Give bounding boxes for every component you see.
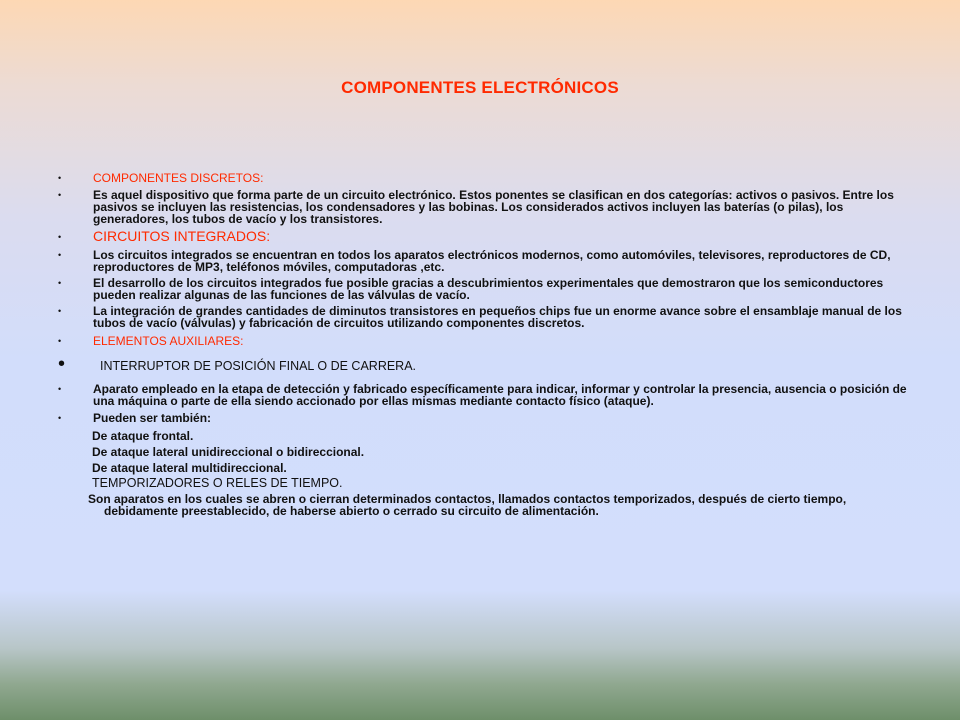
bullet-icon: •	[58, 250, 62, 260]
bullet-icon: •	[58, 173, 62, 183]
subheading-temporizadores: TEMPORIZADORES O RELES DE TIEMPO.	[92, 476, 343, 490]
list-item	[58, 335, 908, 347]
paragraph-integrados-2: El desarrollo de los circuitos integrados fue posible gracias a descubrimientos experimentales que demostraron que los semiconductores pueden realizar algunas de las funciones de las válvulas de vacío.	[93, 276, 884, 302]
paragraph-pueden: Pueden ser también:	[93, 411, 212, 425]
bullet-icon: •	[58, 278, 62, 288]
bullet-icon: •	[58, 413, 62, 423]
bullet-icon: •	[58, 336, 62, 346]
section-heading-integrados: CIRCUITOS INTEGRADOS:	[93, 228, 271, 244]
list-item	[58, 353, 908, 375]
sub-item-lateral-uni: De ataque lateral unidireccional o bidireccional.	[92, 445, 365, 459]
list-item	[58, 305, 908, 329]
bullet-icon: •	[58, 353, 66, 375]
bullet-icon: •	[58, 232, 62, 242]
paragraph-temporizadores: Son aparatos en los cuales se abren o cierran determinados contactos, llamados contactos temporizados, después de cierto tiempo, debidamente preestablecido, de haberse abierto o cerrado su circuito de alimentación.	[88, 492, 847, 518]
bullet-icon: •	[58, 384, 62, 394]
sub-item-frontal: De ataque frontal.	[92, 429, 194, 443]
sub-item-lateral-multi: De ataque lateral multidireccional.	[92, 461, 287, 475]
paragraph-discretos: Es aquel dispositivo que forma parte de un circuito electrónico. Estos ponentes se clasifican en dos categorías: activos o pasivos. Entre los pasivos se incluyen las resistencias, los condensadores y las bobinas. Los considerados activos incluyen las baterías (o pilas), los generadores, los tubos de vacío y los transistores.	[93, 188, 894, 226]
section-heading-auxiliares: ELEMENTOS AUXILIARES:	[93, 334, 244, 348]
list-item	[58, 412, 908, 424]
paragraph-integrados-1: Los circuitos integrados se encuentran en todos los aparatos electrónicos modernos, como automóviles, televisores, reproductores de CD, reproductores de MP3, teléfonos móviles, computadoras ,etc.	[93, 248, 891, 274]
list-item	[58, 383, 908, 407]
page-title: COMPONENTES ELECTRÓNICOS	[341, 78, 619, 97]
list-item	[58, 189, 908, 225]
paragraph-interruptor: Aparato empleado en la etapa de detección y fabricado específicamente para indicar, informar y controlar la presencia, ausencia o posición de una máquina o parte de ella siendo accionado por ellas mismas mediante contacto físico (ataque).	[93, 382, 907, 408]
list-item	[58, 249, 908, 273]
bullet-icon: •	[58, 306, 62, 316]
list-item	[58, 229, 908, 244]
subheading-interruptor: INTERRUPTOR DE POSICIÓN FINAL O DE CARRERA.	[100, 359, 417, 373]
list-item	[58, 172, 908, 184]
list-item	[58, 277, 908, 301]
section-heading-discretos: COMPONENTES DISCRETOS:	[93, 171, 264, 185]
bullet-icon: •	[58, 190, 62, 200]
paragraph-integrados-3: La integración de grandes cantidades de diminutos transistores en pequeños chips fue un enorme avance sobre el ensamblaje manual de los tubos de vacío (válvulas) y fabricación de circuitos utilizando componentes discretos.	[93, 304, 902, 330]
